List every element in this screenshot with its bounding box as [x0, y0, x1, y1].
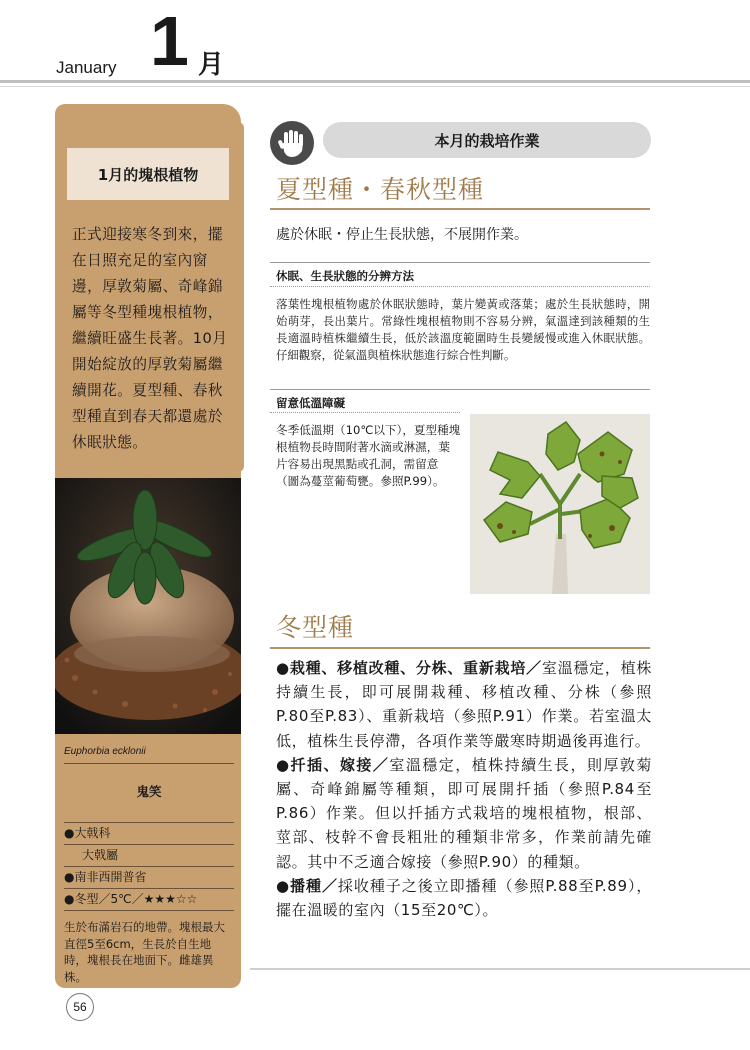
winter-item: [276, 753, 652, 874]
plant-photo-illustration: [55, 478, 241, 734]
winter-item-label: ●扦插、嫁接／: [276, 755, 390, 774]
divider: [270, 389, 650, 390]
winter-type-title: 冬型種: [276, 613, 355, 642]
month-english: January: [56, 58, 117, 77]
divider: [270, 262, 650, 263]
bottom-rule: [250, 968, 750, 970]
header-rule: [0, 80, 750, 83]
latin-name: Euphorbia ecklonii: [64, 746, 146, 757]
sidebar-body: 正式迎接寒冬到來，擺在日照充足的室內窗邊，厚敦菊屬、奇峰錦屬等冬型種塊根植物，繼續旺盛生長著。10月開始綻放的厚敦菊屬繼續開花。夏型種、春秋型種直到春天都還處於休眠狀態。: [72, 226, 228, 451]
header-rule-thin: [0, 86, 750, 87]
plant-origin: ●南非西開普省: [64, 867, 234, 889]
winter-item: [276, 874, 652, 922]
month-chinese: 月: [198, 50, 225, 80]
dotted-divider: [270, 412, 460, 413]
plant-name: 鬼笑: [136, 784, 162, 799]
winter-work-list: [276, 656, 652, 922]
summer-intro: 處於休眠・停止生長狀態，不展開作業。: [276, 227, 528, 243]
caption-rule: [64, 763, 234, 764]
monthly-work-label: 本月的栽培作業: [323, 122, 651, 158]
plant-photo-cissus: [470, 414, 650, 594]
winter-item-text: 室溫穩定，植株持續生長，則厚敦菊屬、奇峰錦屬等種類，即可展開扦插（參照P.84至P.86）作業。但以扦插方式栽培的塊根植物，根部、莖部、枝幹不會長粗壯的種類非常多，作業前請先確認。其中不乏適合嫁接（參照P.90）的種類。: [276, 755, 652, 871]
winter-item: [276, 656, 652, 753]
summer-type-title: 夏型種・春秋型種: [276, 175, 485, 204]
plant-photo-euphorbia: [55, 478, 241, 734]
cold-heading: 留意低溫障礙: [276, 396, 345, 410]
winter-item-label: ●播種／: [276, 876, 338, 895]
section-rule: [270, 208, 650, 210]
plant-caption: [64, 738, 234, 985]
plant-description: 生於布滿岩石的地帶。塊根最大直徑5至6cm，生長於自生地時，塊根長在地面下。雌雄異株。: [64, 920, 225, 984]
sidebar-tab: [236, 122, 244, 472]
dotted-divider: [270, 286, 650, 287]
plant-type-rating: ●冬型／5℃／★★★☆☆: [64, 889, 234, 911]
distinguish-text: 落葉性塊根植物處於休眠狀態時，葉片變黃或落葉；處於生長狀態時，開始萌芽，長出葉片。常綠性塊根植物則不容易分辨，氣溫達到該種類的生長適溫時植株繼續生長，低於該溫度範圍時生長變緩慢或進入休眠狀態。仔細觀察，從氣溫與植株狀態進行綜合性判斷。: [276, 297, 650, 362]
hand-icon: [270, 121, 314, 165]
winter-item-text: 室溫穩定，植株持續生長，即可展開栽種、移植改種、分株（參照P.80至P.83）、重新栽培（參照P.91）作業。若室溫太低，植株生長停滯，各項作業等嚴寒時期過後再進行。: [276, 659, 653, 750]
section-rule: [270, 647, 650, 649]
plant-genus: 大戟屬: [64, 845, 234, 867]
page-number: 56: [66, 993, 94, 1021]
distinguish-heading: 休眠、生長狀態的分辨方法: [276, 269, 414, 283]
cissus-illustration: [470, 414, 650, 594]
winter-item-text: 採收種子之後立即播種（參照P.88至P.89），擺在溫暖的室內（15至20℃）。: [276, 876, 652, 920]
plant-family: ●大戟科: [64, 823, 234, 845]
winter-item-label: ●栽種、移植改種、分株、重新栽培／: [276, 659, 542, 677]
month-number: 1: [150, 2, 189, 80]
cold-text: 冬季低溫期（10℃以下），夏型種塊根植物長時間附著水滴或淋濕，葉片容易出現黑點或孔洞，需留意（圖為蔓莖葡萄甕。參照P.99）。: [276, 423, 461, 488]
sidebar-title: 1月的塊根植物: [67, 148, 229, 200]
